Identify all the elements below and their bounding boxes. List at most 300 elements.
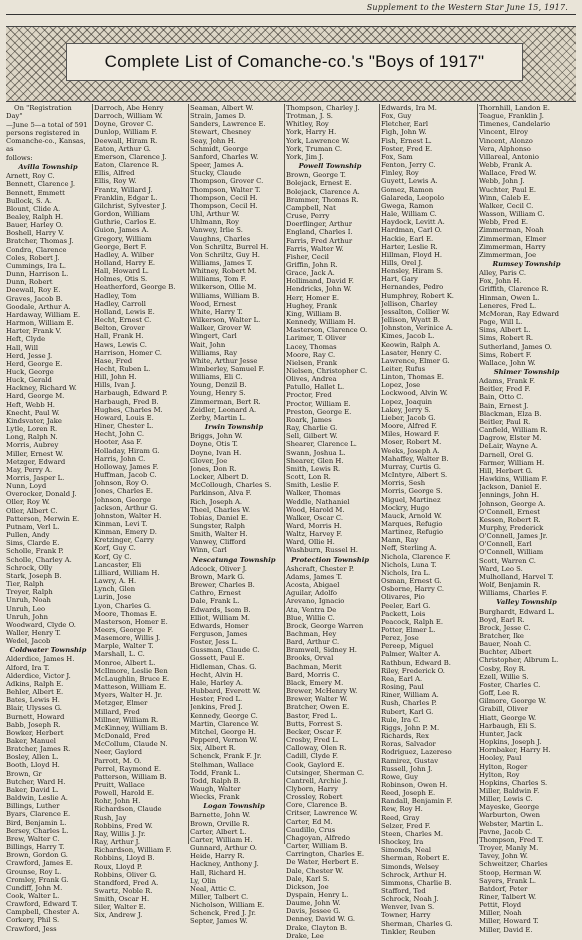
registrant-name: Wood, Harold M. bbox=[286, 505, 345, 514]
registrant-name: Moore, Alfred F. bbox=[381, 422, 437, 431]
registrant-name: Williams, Eli C. bbox=[190, 373, 243, 382]
registrant-name: Guthrie, Carlos E. bbox=[94, 218, 157, 227]
registrant-name: Bard, Arthur C. bbox=[286, 638, 340, 647]
registrant-name: Hall, Richard H. bbox=[190, 868, 247, 877]
registrant-name: Neff, Sterling A. bbox=[381, 544, 437, 553]
registrant-name: Bolejack, Ernest E. bbox=[286, 179, 352, 188]
registrant-name: Cromley, Frank G. bbox=[6, 875, 69, 884]
registrant-name: Hollimand, David F. bbox=[286, 277, 354, 286]
registrant-name: McKinney, William B. bbox=[94, 723, 168, 732]
registrant-name: Vera, Alphonso bbox=[479, 144, 531, 153]
supplement-line: Supplement to the Western Star June 15, 1917. bbox=[366, 3, 568, 12]
registrant-name: Nichols, Luna T. bbox=[381, 560, 437, 569]
registrant-name: Bratcher, Thomas J. bbox=[6, 237, 74, 246]
registrant-name: Long, Ralph N. bbox=[6, 433, 58, 442]
registrant-name: Goodale, Arthur A. bbox=[6, 302, 71, 311]
registrant-name: Brewer, Walter W. bbox=[286, 695, 348, 704]
registrant-name: Fletcher, Earl bbox=[381, 120, 429, 129]
registrant-name: Gordon, William bbox=[94, 210, 150, 219]
registrant-name: Bennett, Clarence J. bbox=[6, 180, 76, 189]
registrant-name: Nielsen, Frank bbox=[286, 358, 338, 367]
registrant-name: Bachman, Merit bbox=[286, 662, 342, 671]
registrant-name: Denney, David W. G. bbox=[286, 915, 355, 924]
township-heading: Protection Township bbox=[290, 555, 370, 564]
registrant-name: Mockry, Hugo bbox=[381, 503, 430, 512]
registrant-name: Hills, Ivan J. bbox=[94, 381, 136, 390]
registrant-name: Herr, Homer E. bbox=[286, 293, 340, 302]
registrant-name: Belton, Grover bbox=[94, 324, 145, 333]
registrant-name: Morris, Aubrey bbox=[6, 441, 59, 450]
registrant-name: Lawry, A. H. bbox=[94, 577, 137, 586]
registrant-name: Haydock, Levitt A. bbox=[381, 218, 445, 227]
registrant-name: England, Charles I. bbox=[286, 228, 353, 237]
registrant-name: Thompson, Charley J. bbox=[286, 104, 360, 112]
registrant-name: Hase, Fred bbox=[94, 356, 133, 365]
registrant-name: Masterson, Clarence O. bbox=[286, 326, 368, 335]
registrant-name: Murray, Curtis G. bbox=[381, 462, 441, 471]
registrant-name: Heft, Webb H. bbox=[6, 400, 55, 409]
registrant-name: Brewer, McHenry W. bbox=[286, 687, 358, 696]
registrant-name: Whitley, Roy bbox=[286, 120, 329, 129]
registrant-name: Stucky, Claude bbox=[190, 169, 242, 178]
registrant-name: Webb, Fred E. bbox=[479, 218, 529, 227]
registrant-name: Hadley, Carroll bbox=[94, 299, 146, 308]
registrant-name: Mitchel, George H. bbox=[190, 727, 256, 736]
registrant-name: Riner, Talbert W. bbox=[479, 893, 537, 901]
registrant-name: Hardman, Carl O. bbox=[381, 226, 442, 235]
township-heading: Rumsey Township bbox=[492, 259, 561, 268]
registrant-name: Lynch, Glen bbox=[94, 585, 136, 594]
registrant-name: Morris, Sesh bbox=[381, 479, 426, 488]
registrant-name: Hughes, Charles M. bbox=[94, 405, 163, 414]
registrant-name: Darroch, William W. bbox=[94, 112, 163, 121]
registrant-name: Ray, Willis J. Jr. bbox=[94, 829, 146, 838]
registrant-name: Metzger, Elmer bbox=[94, 699, 148, 708]
registrant-name: Brown, Orville R. bbox=[190, 819, 250, 828]
registrant-name: Jackson, Daniel E. bbox=[479, 483, 542, 492]
registrant-name: Cruse, Perry bbox=[286, 212, 330, 221]
registrant-name: Adams, James T. bbox=[286, 572, 343, 581]
registrant-name: Batdorf, Peter bbox=[479, 884, 528, 893]
registrant-name: Hillman, Floyd H. bbox=[381, 250, 443, 259]
registrant-name: Condra, Clarence bbox=[6, 245, 67, 254]
registrant-name: Darnell, Orel G. bbox=[479, 450, 534, 459]
registrant-name: Vanwey, Irlie S. bbox=[190, 226, 243, 235]
registrant-name: Woodward, Clyde O. bbox=[6, 620, 76, 629]
registrant-name: Carter, Ed M. bbox=[286, 817, 333, 826]
registrant-name: Weddle, Nathaniel bbox=[286, 497, 350, 506]
registrant-name: Gregory, William bbox=[94, 234, 152, 243]
registrant-name: Walker, Oscar C. bbox=[286, 513, 344, 522]
registrant-name: Griffith, Clarence R. bbox=[479, 285, 549, 294]
registrant-name: Rowe, Guy bbox=[381, 772, 419, 781]
registrant-name: Blue, Willie C. bbox=[286, 613, 335, 622]
registrant-name: Holmes, Otis S. bbox=[94, 275, 148, 284]
column-3 bbox=[190, 104, 278, 926]
intro-line: follows: bbox=[6, 153, 33, 162]
registrant-name: Pavne, Jacob C. bbox=[479, 827, 533, 836]
registrant-name: Hensley, Hiram S. bbox=[381, 267, 443, 276]
registrant-name: Bates, Lewis H. bbox=[6, 696, 60, 705]
registrant-name: Crawford, James E. bbox=[6, 859, 73, 868]
registrant-name: Rew, Roy H. bbox=[381, 805, 423, 814]
registrant-name: Richards, Rex bbox=[381, 732, 429, 741]
registrant-name: Wolf, Benjamin R. bbox=[479, 581, 541, 590]
registrant-name: Miller, Talbert C. bbox=[190, 893, 249, 901]
registrant-name: Rush, Jay bbox=[94, 813, 127, 822]
registrant-name: Masemore, Willis J. bbox=[94, 634, 161, 643]
registrant-name: Thompson, Walter T. bbox=[190, 185, 261, 194]
registrant-name: Farris, Fred Arthur bbox=[286, 236, 353, 245]
registrant-name: Foster, Jess L. bbox=[190, 638, 239, 647]
registrant-name: Lopez, Joaquin bbox=[381, 397, 433, 406]
registrant-name: Lockwood, Alvin W. bbox=[381, 389, 448, 398]
registrant-name: Aguilar, Adolfo bbox=[286, 589, 337, 598]
registrant-name: Swann, Joshua L. bbox=[286, 448, 346, 457]
registrant-name: Roux, Lloyd P. bbox=[94, 862, 143, 871]
registrant-name: Thornhill, Landon E. bbox=[479, 104, 550, 112]
registrant-name: Foster, Fred E. bbox=[381, 144, 433, 153]
registrant-name: Rule, Ira C. bbox=[381, 715, 421, 724]
registrant-name: Deewall, Roy E. bbox=[6, 286, 61, 295]
registrant-name: Dunn, Harrison L. bbox=[6, 270, 69, 279]
registrant-name: Hubbard, Everett W. bbox=[190, 687, 261, 696]
registrant-name: Cutsinger, Sherman C. bbox=[286, 768, 365, 777]
registrant-name: Nielsen, Christopher C. bbox=[286, 367, 368, 375]
registrant-name: Holladay, Hiram G. bbox=[94, 446, 160, 455]
registrant-name: Martin, Clarence W. bbox=[190, 719, 259, 728]
registrant-name: Behler, Albert E. bbox=[6, 688, 64, 697]
registrant-name: Jackson, Arthur G. bbox=[94, 503, 158, 512]
registrant-name: Wait, John bbox=[190, 340, 226, 349]
registrant-name: Webster, Martin L. bbox=[479, 819, 544, 828]
registrant-name: Eaton, Clarence R. bbox=[94, 161, 159, 170]
registrant-name: Daume, John W. bbox=[286, 899, 341, 908]
registrant-name: Marple, Walter T. bbox=[94, 642, 154, 651]
registrant-name: Lasater, Henry C. bbox=[381, 348, 442, 357]
registrant-name: Ward, Ollie H. bbox=[286, 538, 335, 547]
registrant-name: Martinez, Refugio bbox=[381, 528, 444, 537]
registrant-name: Lawrence, Elmer G. bbox=[381, 356, 450, 365]
township-heading: Avilla Township bbox=[18, 163, 78, 172]
registrant-name: Hinman, Owen L. bbox=[479, 293, 540, 302]
registrant-name: Alderdice, Victor J. bbox=[6, 671, 71, 680]
registrant-name: Towner, Harry bbox=[381, 911, 431, 920]
registrant-name: Bowker, Herbert bbox=[6, 728, 64, 737]
registrant-name: Washburn, Russel H. bbox=[286, 546, 358, 555]
registrant-name: Ray, Charlie G. bbox=[286, 424, 338, 433]
registrant-name: Bastor, Fred L. bbox=[286, 711, 338, 720]
registrant-name: Myers, Walter H. Jr. bbox=[94, 691, 163, 700]
registrant-name: Hackney, Anthony J. bbox=[190, 860, 259, 869]
registrant-name: Olives, Andrea bbox=[286, 375, 337, 384]
registrant-name: Jenkins, Fred J. bbox=[190, 703, 243, 712]
registrant-name: Rosing, Paul bbox=[381, 683, 424, 692]
registrant-name: Villareal, Antonio bbox=[479, 152, 539, 161]
registrant-name: Bratcher, Ike bbox=[479, 632, 524, 640]
registrant-name: Page, Will L. bbox=[479, 318, 523, 327]
registrant-name: McMoran, Ray Edward bbox=[479, 309, 559, 318]
registrant-name: Becker, Oscar F. bbox=[286, 727, 342, 736]
registrant-name: Ly, Olin bbox=[190, 876, 216, 885]
registrant-name: Williams, Ray bbox=[190, 348, 238, 357]
registrant-name: Keowin, Ralph A. bbox=[381, 340, 441, 349]
registrant-name: Seay, John H. bbox=[190, 136, 236, 145]
registrant-name: Ellis, Roy W. bbox=[94, 177, 137, 186]
registrant-name: Butts, Forrest S. bbox=[286, 719, 343, 728]
registrant-name: Richardson, William F. bbox=[94, 846, 172, 855]
registrant-name: Doyne, Otis T. bbox=[190, 440, 238, 449]
registrant-name: Roras, Salvador bbox=[381, 740, 436, 749]
registrant-name: Bain, Ernest J. bbox=[479, 401, 529, 410]
registrant-name: Bard, Morris C. bbox=[286, 670, 340, 679]
registrant-name: Boyd, Earl R. bbox=[479, 615, 525, 624]
registrant-name: Hendricks, John W. bbox=[286, 285, 352, 294]
registrant-name: Wedel, Jacob bbox=[6, 637, 51, 646]
registrant-name: Chagoyan, Alfredo bbox=[286, 833, 350, 842]
registrant-name: York, Harry H. bbox=[286, 128, 337, 137]
registrant-name: Baldwin, Leslie A. bbox=[6, 794, 68, 803]
registrant-name: Winn, Caleb E. bbox=[479, 193, 531, 202]
registrant-name: Canfield, William R. bbox=[479, 426, 548, 435]
registrant-name: Cathro, Ernest bbox=[190, 589, 241, 598]
column-divider bbox=[188, 104, 189, 844]
registrant-name: Zimmerman, Elmer bbox=[479, 234, 547, 243]
registrant-name: Hopkins, Joseph J. bbox=[479, 738, 542, 747]
registrant-name: Shearer, Clarence L. bbox=[286, 440, 357, 449]
registrant-name: Ray, Arthur J. bbox=[94, 838, 140, 847]
registrant-name: Troyer, Manly M. bbox=[479, 844, 539, 853]
registrant-name: Nichols, Ira L. bbox=[381, 568, 431, 577]
registrant-name: Cantrell, Archie J. bbox=[286, 776, 348, 785]
registrant-name: Carter, William H. bbox=[190, 835, 253, 844]
registrant-name: Guion, James A. bbox=[94, 226, 149, 235]
registrant-name: De Water, Herbert E. bbox=[286, 858, 359, 867]
registrant-name: Winn, Carl bbox=[190, 546, 227, 555]
registrant-name: Marques, Refugio bbox=[381, 519, 443, 528]
township-heading: Shimer Township bbox=[493, 368, 560, 376]
registrant-name: Metzger, Edward bbox=[6, 457, 66, 466]
registrant-name: Stewart, Chesney bbox=[190, 128, 251, 137]
registrant-name: Stoop, Herman W. bbox=[479, 868, 542, 877]
registrant-name: Kimes, Jacob L. bbox=[381, 332, 435, 341]
registrant-name: Howard, Louis E. bbox=[94, 413, 154, 422]
registrant-name: Grabill, Oliver bbox=[479, 705, 528, 714]
registrant-name: Guyett, Lewis A. bbox=[381, 177, 438, 186]
registrant-name: Vanwey, Clifford bbox=[190, 538, 246, 547]
registrant-name: Hills, Orel J. bbox=[381, 258, 423, 267]
registrant-name: Hawkins, William F. bbox=[479, 475, 548, 484]
registrant-name: Robbins, Lloyd B. bbox=[94, 854, 155, 863]
registrant-name: Brock, George Warren bbox=[286, 621, 364, 630]
registrant-name: Harrison, Homer C. bbox=[94, 348, 162, 357]
registrant-name: King, William B. bbox=[286, 309, 342, 318]
registrant-name: Todd, Frank L. bbox=[190, 768, 241, 777]
registrant-name: Mahaffey, Walter B. bbox=[381, 454, 449, 463]
registrant-name: George, Bert F. bbox=[94, 242, 147, 251]
registrant-name: Septer, James W. bbox=[190, 917, 248, 926]
registrant-name: Robinson, Owen H. bbox=[381, 780, 448, 789]
registrant-name: Brock, Jesse C. bbox=[479, 623, 531, 632]
registrant-name: Alford, Ira T. bbox=[6, 663, 50, 672]
registrant-name: Hackney, Richard W. bbox=[6, 384, 77, 393]
registrant-name: Swartz, Noble R. bbox=[94, 887, 153, 895]
registrant-name: Korf, Gy C. bbox=[94, 552, 132, 561]
registrant-name: Acosta, Abigael bbox=[286, 581, 340, 590]
column-6 bbox=[479, 104, 574, 934]
registrant-name: Rich, Joseph A. bbox=[190, 497, 243, 506]
registrant-name: Speer, James A. bbox=[190, 161, 244, 170]
registrant-name: Wingert, Carl bbox=[190, 332, 237, 341]
registrant-name: Foster, Charles C. bbox=[479, 680, 541, 689]
registrant-name: Gilchrist, Sylvester J. bbox=[94, 201, 167, 210]
registrant-name: Hester, Fred L. bbox=[190, 695, 243, 704]
registrant-name: Harter, Leslie R. bbox=[381, 242, 438, 251]
registrant-name: Teague, Franklin J. bbox=[479, 112, 544, 121]
registrant-name: Treyer, Ralph bbox=[6, 588, 53, 597]
registrant-name: Roark, James bbox=[286, 415, 332, 424]
registrant-name: Frantz, Willard J. bbox=[94, 185, 153, 194]
registrant-name: Timenes, Candelario bbox=[479, 120, 551, 129]
registrant-name: Mayeske, George bbox=[479, 803, 539, 812]
registrant-name: McLaughlin, Bruce E. bbox=[94, 674, 170, 683]
registrant-name: Osborne, Harry C. bbox=[381, 585, 445, 594]
registrant-name: Holloway, James F. bbox=[94, 462, 159, 471]
registrant-name: Thompson, Cecil H. bbox=[190, 201, 258, 210]
registrant-name: Rathbun, Edward B. bbox=[381, 658, 451, 667]
registrant-name: Morris, George S. bbox=[381, 487, 443, 496]
registrant-name: Dale, Chester W. bbox=[286, 866, 344, 875]
registrant-name: Lacey, Thomas bbox=[286, 342, 337, 351]
registrant-name: Mauck, Arnold W. bbox=[381, 511, 442, 520]
registrant-name: Beitler, Fred F. bbox=[479, 385, 531, 394]
registrant-name: Nichola, Clarence F. bbox=[381, 552, 451, 561]
registrant-name: O'Connell, William bbox=[479, 548, 544, 557]
registrant-name: Figh, John W. bbox=[381, 128, 427, 137]
registrant-name: Hill, John H. bbox=[94, 373, 137, 382]
registrant-name: Huck, George bbox=[6, 367, 54, 376]
registrant-name: Simonds, Neal bbox=[381, 846, 432, 855]
registrant-name: Harbaugh, Fred B. bbox=[94, 397, 159, 406]
registrant-name: Darroch, Abe Henry bbox=[94, 104, 164, 112]
township-heading: Irwin Township bbox=[204, 423, 264, 432]
registrant-name: Hylton, Roy bbox=[479, 770, 520, 779]
registrant-name: White, Arthur Jesse bbox=[190, 356, 258, 365]
registrant-name: Hale, William C. bbox=[381, 210, 437, 219]
registrant-name: McCollough, Charles S. bbox=[190, 481, 272, 490]
registrant-name: O'Connell, Earl bbox=[479, 540, 532, 549]
column-divider bbox=[477, 104, 478, 844]
registrant-name: Edwards, Homer bbox=[190, 621, 249, 630]
registrant-name: Drake, Lee bbox=[286, 931, 324, 940]
registrant-name: Ward, Leo S. bbox=[479, 564, 523, 573]
registrant-name: Steen, Charles M. bbox=[381, 829, 443, 838]
registrant-name: Richardson, Claude bbox=[94, 805, 162, 814]
registrant-name: Carter, William B. bbox=[286, 842, 348, 851]
registrant-name: Von Schriltz, Burrel H. bbox=[190, 242, 269, 251]
registrant-name: Crawford, Jess bbox=[6, 924, 57, 933]
registrant-name: Osman, Ernest G. bbox=[381, 577, 442, 586]
registrant-name: Proctor, Fred bbox=[286, 391, 332, 400]
registrant-name: Zimmerman, Harry bbox=[479, 242, 546, 251]
registrant-name: Sayers, Frank L. bbox=[479, 876, 536, 885]
registrant-name: Cadill, Clyde F. bbox=[286, 752, 339, 761]
registrant-name: Oller, Albert C. bbox=[6, 506, 58, 515]
registrant-name: Moser, Robert M. bbox=[381, 438, 442, 447]
township-heading: Valley Township bbox=[496, 598, 557, 607]
registrant-name: Ward, Morris H. bbox=[286, 521, 342, 530]
registrant-name: Knecht, Paul W. bbox=[6, 408, 60, 417]
registrant-name: Patterson, William B. bbox=[94, 772, 167, 781]
registrant-name: Lurin, Jose bbox=[94, 593, 132, 602]
registrant-name: Billings, Luther bbox=[6, 802, 60, 811]
registrant-name: Moore, Ray C. bbox=[286, 350, 336, 359]
registrant-name: Bolejack, Clarence A. bbox=[286, 187, 360, 196]
registrant-name: Fox, John H. bbox=[479, 277, 522, 286]
registrant-name: Emerson, Clarence J. bbox=[94, 152, 167, 161]
registrant-name: Johnson, George A. bbox=[479, 499, 546, 508]
registrant-name: Hill, Herbert G. bbox=[479, 466, 533, 475]
registrant-name: Williams, James T. bbox=[190, 258, 253, 267]
registrant-name: Von Schriltz, Guy H. bbox=[190, 250, 260, 259]
registrant-name: Harbaugh, Eli S. bbox=[479, 721, 537, 730]
registrant-name: Bratcher, James R. bbox=[6, 745, 71, 754]
registrant-name: Herd, George E. bbox=[6, 359, 63, 368]
registrant-name: McIntyre, Albert S. bbox=[381, 471, 448, 480]
registrant-name: Webb, Frank A. bbox=[479, 161, 533, 170]
registrant-name: Arevano, Ignacio bbox=[286, 597, 345, 606]
registrant-name: Russell, John J. bbox=[381, 764, 433, 773]
registrant-name: Shearer, Glen H. bbox=[286, 456, 344, 465]
column-5 bbox=[381, 104, 469, 936]
registrant-name: Cosby, Roy R. bbox=[479, 664, 526, 673]
registrant-name: Doyne, Grover C. bbox=[94, 120, 154, 129]
registration-list bbox=[6, 104, 576, 940]
township-heading: Logan Township bbox=[203, 802, 265, 811]
registrant-name: Jellison, Charley bbox=[381, 299, 438, 308]
registrant-name: Ashcraft, Chester P. bbox=[286, 564, 355, 573]
registrant-name: Marshall, L. C. bbox=[94, 650, 145, 659]
registrant-name: Miller, Noah bbox=[479, 909, 522, 918]
registrant-name: Peacock, Ralph E. bbox=[381, 617, 443, 626]
registrant-name: Schrock, Noah J. bbox=[381, 895, 439, 904]
column-divider bbox=[379, 104, 380, 844]
registrant-name: Patullo, Hallet L. bbox=[286, 383, 345, 392]
registrant-name: Perrel, Raymond E. bbox=[94, 764, 162, 773]
registrant-name: Schmidt, George bbox=[190, 144, 249, 153]
registrant-name: Williams, Tom F. bbox=[190, 275, 247, 284]
registrant-name: Rea, Earl A. bbox=[381, 674, 423, 683]
registrant-name: Glover, Joe bbox=[190, 456, 228, 465]
registrant-name: Parkinson, Alva F. bbox=[190, 489, 252, 498]
registrant-name: Dunn, Robert bbox=[6, 278, 53, 287]
registrant-name: Zimmerman, Joe bbox=[479, 250, 537, 259]
registrant-name: Booth, Lloyd H. bbox=[6, 761, 60, 770]
registrant-name: Wallace, John W. bbox=[479, 358, 536, 367]
registrant-name: Hiner, Chester L. bbox=[94, 422, 154, 431]
township-heading: Powell Township bbox=[298, 162, 362, 171]
registrant-name: Gossett, Paul E. bbox=[190, 654, 245, 663]
registrant-name: Huck, Gerald bbox=[6, 376, 52, 385]
registrant-name: Vincent, Elroy bbox=[479, 128, 528, 137]
registrant-name: Gilmore, George W. bbox=[479, 697, 547, 706]
registrant-name: O'Connell, Ernest bbox=[479, 507, 541, 516]
registrant-name: Scott, Warren C. bbox=[479, 556, 536, 565]
registrant-name: Whitney, Robert M. bbox=[190, 267, 257, 276]
registrant-name: Meers, George F. bbox=[94, 626, 154, 634]
registrant-name: Franklin, Edgar L. bbox=[94, 193, 158, 202]
registrant-name: Ferguson, James bbox=[190, 630, 248, 638]
